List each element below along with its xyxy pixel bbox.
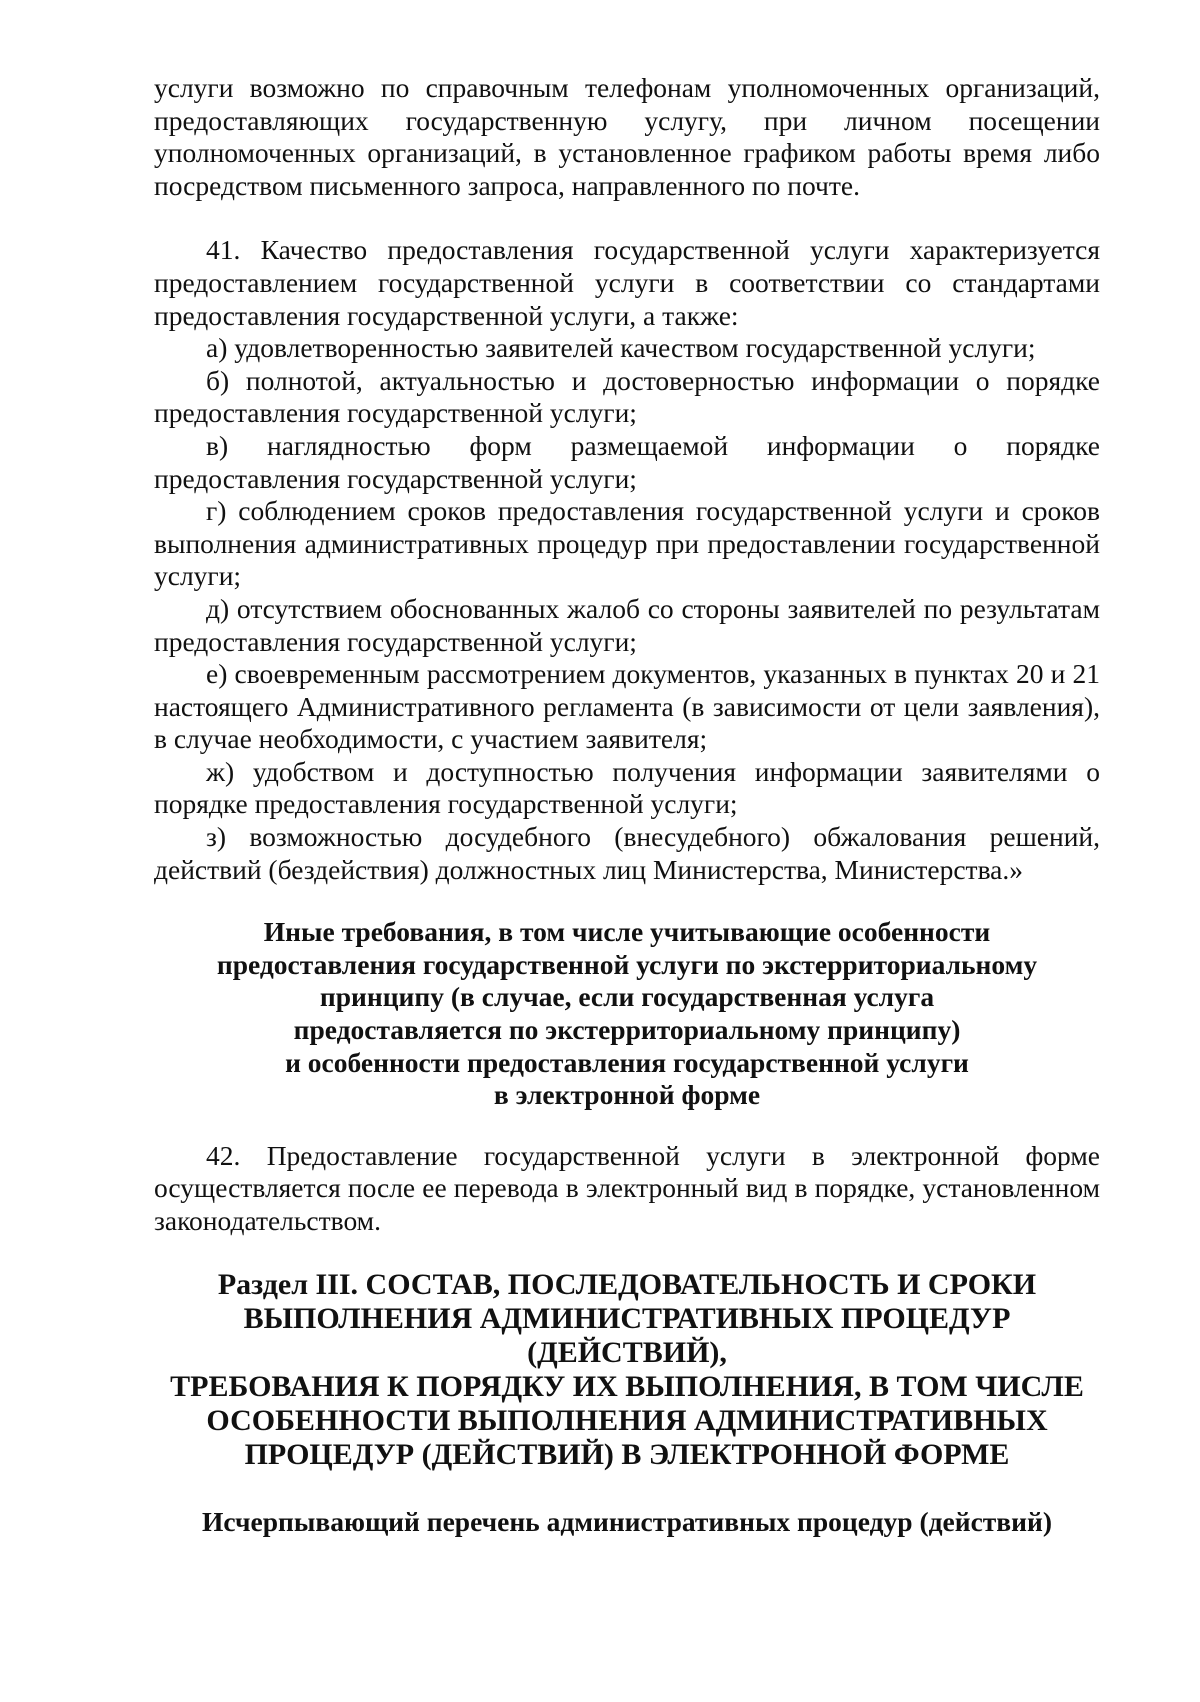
item-41-text: 41. Качество предоставления государственной услуги характеризуется предоставлением государственной услуги в соответствии со стандартами предоставления государственной услуги, а также: xyxy=(154,234,1100,331)
section-3-title xyxy=(154,1268,1100,1472)
spacer xyxy=(154,886,1100,916)
subheading-procedures: Исчерпывающий перечень административных процедур (действий) xyxy=(201,1505,1052,1537)
document-body xyxy=(154,72,1100,1538)
item-41-subitem-a: а) удовлетворенностью заявителей качеством государственной услуги; xyxy=(206,332,1036,364)
heading-line: Иные требования, в том числе учитывающие особенности xyxy=(263,916,991,948)
item-41-subitem-e: е) своевременным рассмотрением документов, указанных в пунктах 20 и 21 настоящего Административного регламента (в зависимости от цели заявления), в случае необходимости, с участием заявителя; xyxy=(154,658,1100,755)
heading-line: в электронной форме xyxy=(493,1079,761,1111)
item-41-subitem-b: б) полнотой, актуальностью и достоверностью информации о порядке предоставления государственной услуги; xyxy=(154,364,1100,429)
section-title-line: ПРОЦЕДУР (ДЕЙСТВИЙ) В ЭЛЕКТРОННОЙ ФОРМЕ xyxy=(244,1437,1010,1471)
item-41-subitem-d: д) отсутствием обоснованных жалоб со стороны заявителей по результатам предоставления государственной услуги; xyxy=(154,592,1100,657)
heading-line: предоставляется по экстерриториальному принципу) xyxy=(293,1014,961,1046)
item-42-text: 42. Предоставление государственной услуги в электронной форме осуществляется после ее перевода в электронный вид в порядке, установленном законодательством. xyxy=(154,1139,1100,1236)
section-title-line: ТРЕБОВАНИЯ К ПОРЯДКУ ИХ ВЫПОЛНЕНИЯ, В ТОМ ЧИСЛЕ xyxy=(170,1369,1084,1403)
heading-line: принципу (в случае, если государственная услуга xyxy=(319,981,935,1013)
section-title-line: Раздел III. СОСТАВ, ПОСЛЕДОВАТЕЛЬНОСТЬ И СРОКИ xyxy=(217,1267,1037,1301)
intro-paragraph: услуги возможно по справочным телефонам уполномоченных организаций, предоставляющих государственную услугу, при личном посещении уполномоченных организаций, в установленное графиком работы время либо посредством письменного запроса, направленного по почте. xyxy=(154,72,1100,201)
spacer xyxy=(154,202,1100,234)
spacer xyxy=(154,1472,1100,1506)
item-41-subitem-g: г) соблюдением сроков предоставления государственной услуги и сроков выполнения административных процедур при предоставлении государственной услуги; xyxy=(154,495,1100,592)
item-41-subitem-v: в) наглядностью форм размещаемой информации о порядке предоставления государственной услуги; xyxy=(154,429,1100,494)
section-title-line: ОСОБЕННОСТИ ВЫПОЛНЕНИЯ АДМИНИСТРАТИВНЫХ xyxy=(206,1403,1048,1437)
spacer xyxy=(154,1112,1100,1140)
spacer xyxy=(154,1238,1100,1268)
heading-line: предоставления государственной услуги по экстерриториальному xyxy=(216,948,1038,980)
heading-line: и особенности предоставления государственной услуги xyxy=(285,1046,969,1078)
item-41-subitem-zh: ж) удобством и доступностью получения информации заявителями о порядке предоставления государственной услуги; xyxy=(154,755,1100,820)
item-41-subitem-z: з) возможностью досудебного (внесудебного) обжалования решений, действий (бездействия) должностных лиц Министерства, Министерства.» xyxy=(154,821,1100,885)
section-title-line: ВЫПОЛНЕНИЯ АДМИНИСТРАТИВНЫХ ПРОЦЕДУР (ДЕЙСТВИЙ), xyxy=(243,1301,1011,1369)
heading-other-requirements xyxy=(154,916,1100,1112)
